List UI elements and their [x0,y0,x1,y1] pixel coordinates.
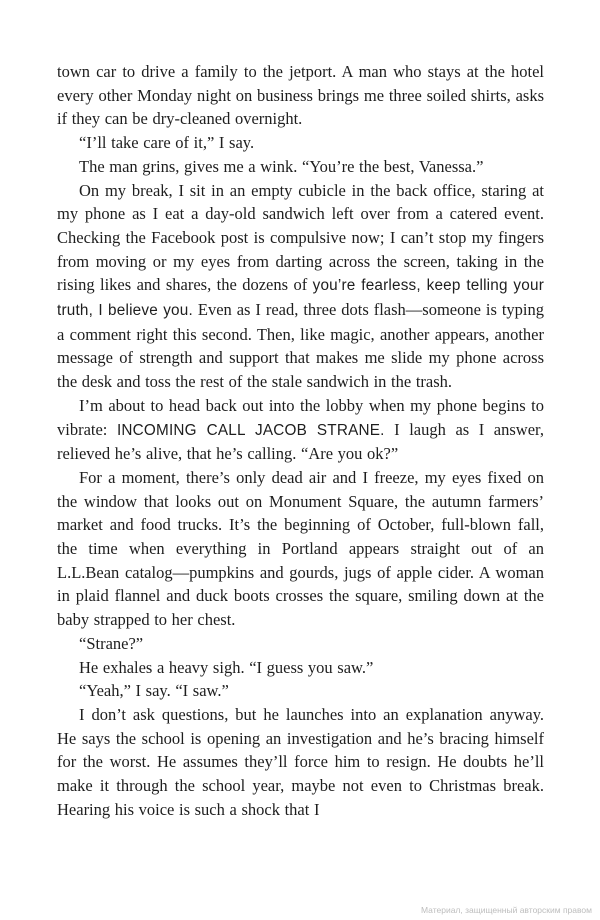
copyright-watermark: Материал, защищенный авторским правом [420,905,592,915]
body-text: For a moment, there’s only dead air and I freeze, my eyes fixed on the window that looks out on Monument Square, the autumn farmers’ market and food trucks. It’s the beginning of October, full-blown fall, the time when everything in Portland appears straight out of an L.L.Bean catalog—pumpkins and gourds, jugs of apple cider. A woman in plaid flannel and duck boots crosses the square, smiling down at the baby strapped to her chest. [57,467,544,630]
body-text: “I’ll take care of it,” I say. [79,133,255,153]
paragraph [57,394,544,466]
paragraph [57,179,544,394]
page-text [57,60,544,822]
body-text: “Strane?” [79,633,144,653]
paragraph [57,466,544,632]
body-text: Even as I read, three dots flash—someone is typing a comment right this second. Then, like magic, another appears, another message of strength and support that makes me slide my phone across the desk and toss the rest of the stale sandwich in the trash. [57,300,544,392]
body-text: “Yeah,” I say. “I saw.” [79,681,229,701]
inline-sans-text: you’re fearless, keep telling your truth, I believe you. [57,277,544,320]
paragraph [57,155,544,179]
body-text: town car to drive a family to the jetport. A man who stays at the hotel every other Monday night on business brings me three soiled shirts, asks if they can be dry-cleaned overnight. [57,62,544,129]
body-text: He exhales a heavy sigh. “I guess you saw.” [79,657,374,677]
body-text: The man grins, gives me a wink. “You’re the best, Vanessa.” [79,156,484,176]
body-text: I laugh as I answer, relieved he’s alive, that he’s calling. “Are you ok?” [57,419,544,464]
inline-sans-text: INCOMING CALL JACOB STRANE. [116,421,385,439]
paragraph [57,703,544,822]
body-text: I don’t ask questions, but he launches into an explanation anyway. He says the school is opening an investigation and he’s bracing himself for the worst. He assumes they’ll force him to resign. He doubts he’ll make it through the school year, maybe not even to Christmas break. Hearing his voice is such a shock that I [57,704,544,819]
paragraph [57,679,544,703]
paragraph [57,656,544,680]
body-text: I’m about to head back out into the lobby when my phone begins to vibrate: [57,395,544,439]
body-text: On my break, I sit in an empty cubicle in the back office, staring at my phone as I eat a day-old sandwich left over from a catered event. Checking the Facebook post is compulsive now; I can’t stop my fingers from moving or my eyes from darting across the screen, taking in the rising likes and shares, the dozens of [57,180,544,295]
paragraph [57,60,544,131]
paragraph [57,632,544,656]
paragraph [57,131,544,155]
